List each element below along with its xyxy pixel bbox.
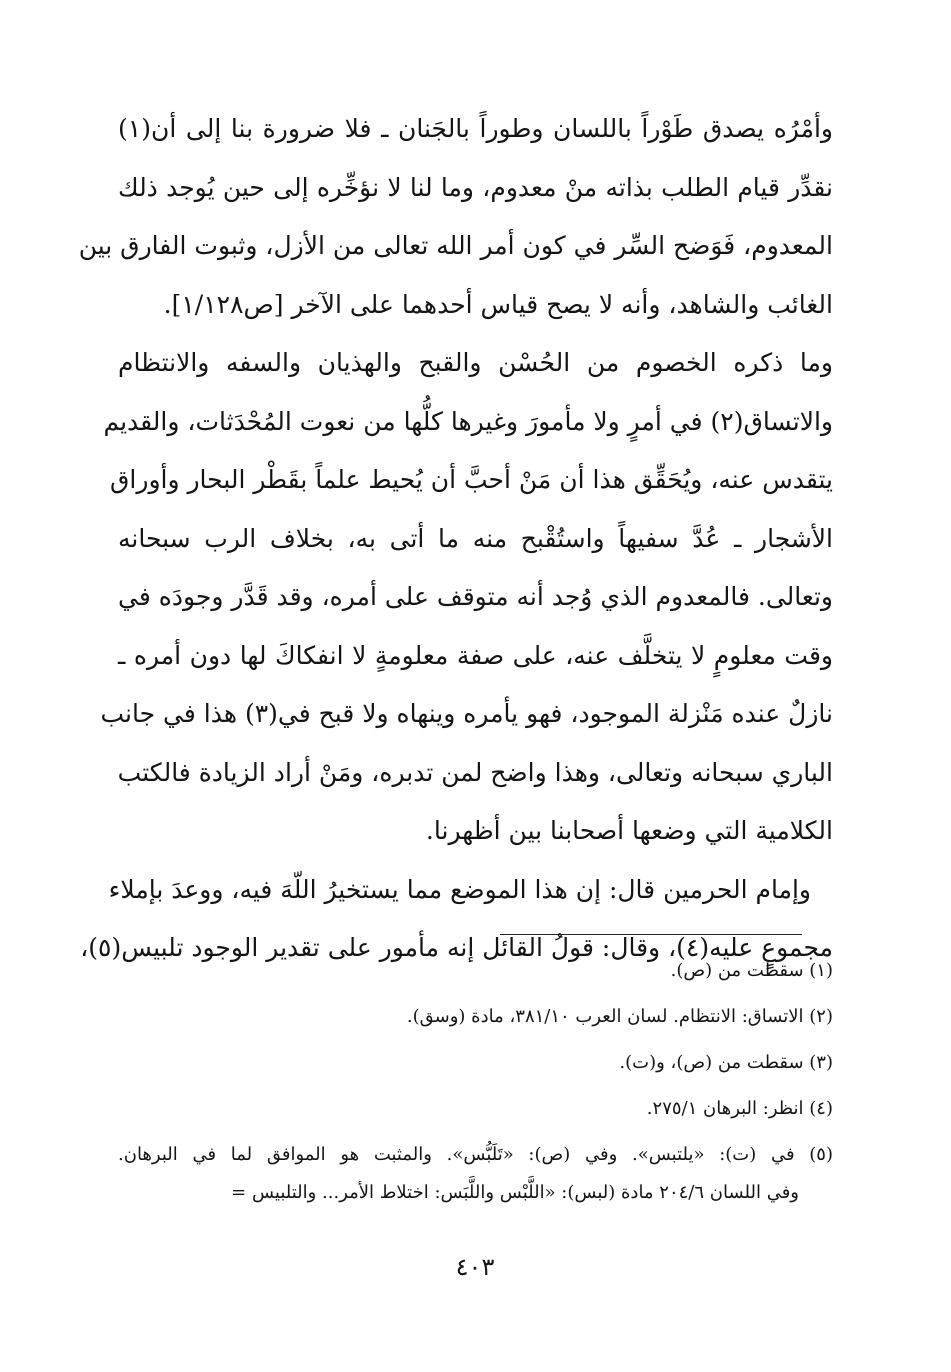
body-line: مجموعٍ عليه(٤)، وقال: قولُ القائل إنه مأمور على تقدير الوجود تلبيس(٥)، (80, 933, 833, 962)
body-line: وإمام الحرمين قال: إن هذا الموضع مما يستخيرُ اللّهَ فيه، ووعدَ بإملاء (108, 874, 811, 904)
footnote: (٣) سقطت من (ص)، و(ت). (619, 1052, 833, 1073)
footnote: (٤) انظر: البرهان ٢٧٥/١. (646, 1098, 833, 1119)
body-line: المعدوم، فَوَضح السِّر في كون أمر الله تعالى من الأزل، وثبوت الفارق بين (78, 231, 833, 260)
body-line: وتعالى. فالمعدوم الذي وُجد أنه متوقف على أمره، وقد قَدَّر وجودَه في (118, 582, 833, 611)
footnotes-block (118, 952, 833, 1212)
body-line: نازلٌ عنده مَنْزلة الموجود، فهو يأمره وينهاه ولا قبح في(٣) هذا في جانب (100, 699, 833, 728)
page-number: ٤٠٣ (455, 1253, 495, 1281)
body-line: نقدِّر قيام الطلب بذاته منْ معدوم، وما لنا لا نؤخِّره إلى حين يُوجد ذلك (118, 172, 833, 202)
body-line: الأشجار ـ عُدَّ سفيهاً واستُقْبح منه ما أتى به، بخلاف الرب سبحانه (118, 523, 833, 553)
body-line: والاتساق(٢) في أمرٍ ولا مأمورَ وغيرها كلُّها من نعوت المُحْدَثات، والقديم (103, 406, 833, 436)
body-line: الباري سبحانه وتعالى، وهذا واضح لمن تدبره، ومَنْ أراد الزيادة فالكتب (117, 757, 833, 787)
footnote: (١) سقطت من (ص). (670, 960, 833, 981)
footnote: (٥) في (ت): «يلتبس». وفي (ص): «تَلَبُّس». والمثبت هو الموافق لما في البرهان. (118, 1144, 833, 1165)
body-line: الكلامية التي وضعها أصحابنا بين أظهرنا. (425, 816, 833, 845)
body-line: يتقدس عنه، ويُحَقِّق هذا أن مَنْ أحبَّ أن يُحيط علماً بقَطْر البحار وأوراق (110, 465, 833, 494)
footnote-divider (500, 934, 802, 935)
body-line: وما ذكره الخصوم من الحُسْن والقبح والهذيان والسفه والانتظام (118, 348, 833, 377)
footnote: (٢) الاتساق: الانتظام. لسان العرب ٣٨١/١٠، مادة (وسق). (406, 1006, 833, 1027)
body-line: الغائب والشاهد، وأنه لا يصح قياس أحدهما على الآخر [ص١/١٢٨]. (163, 289, 833, 319)
footnote-continuation: وفي اللسان ٢٠٤/٦ مادة (لبس): «اللَّبْس واللَّبَس: اختلاط الأمر... والتلبيس = (231, 1182, 799, 1203)
main-text-block (78, 100, 833, 978)
body-line: وأمْرُه يصدق طَوْراً باللسان وطوراً بالجَنان ـ فلا ضرورة بنا إلى أن(١) (118, 114, 833, 143)
body-line: وقت معلومٍ لا يتخلَّف عنه، على صفة معلومةٍ لا انفكاكَ لها دون أمره ـ (118, 640, 833, 670)
